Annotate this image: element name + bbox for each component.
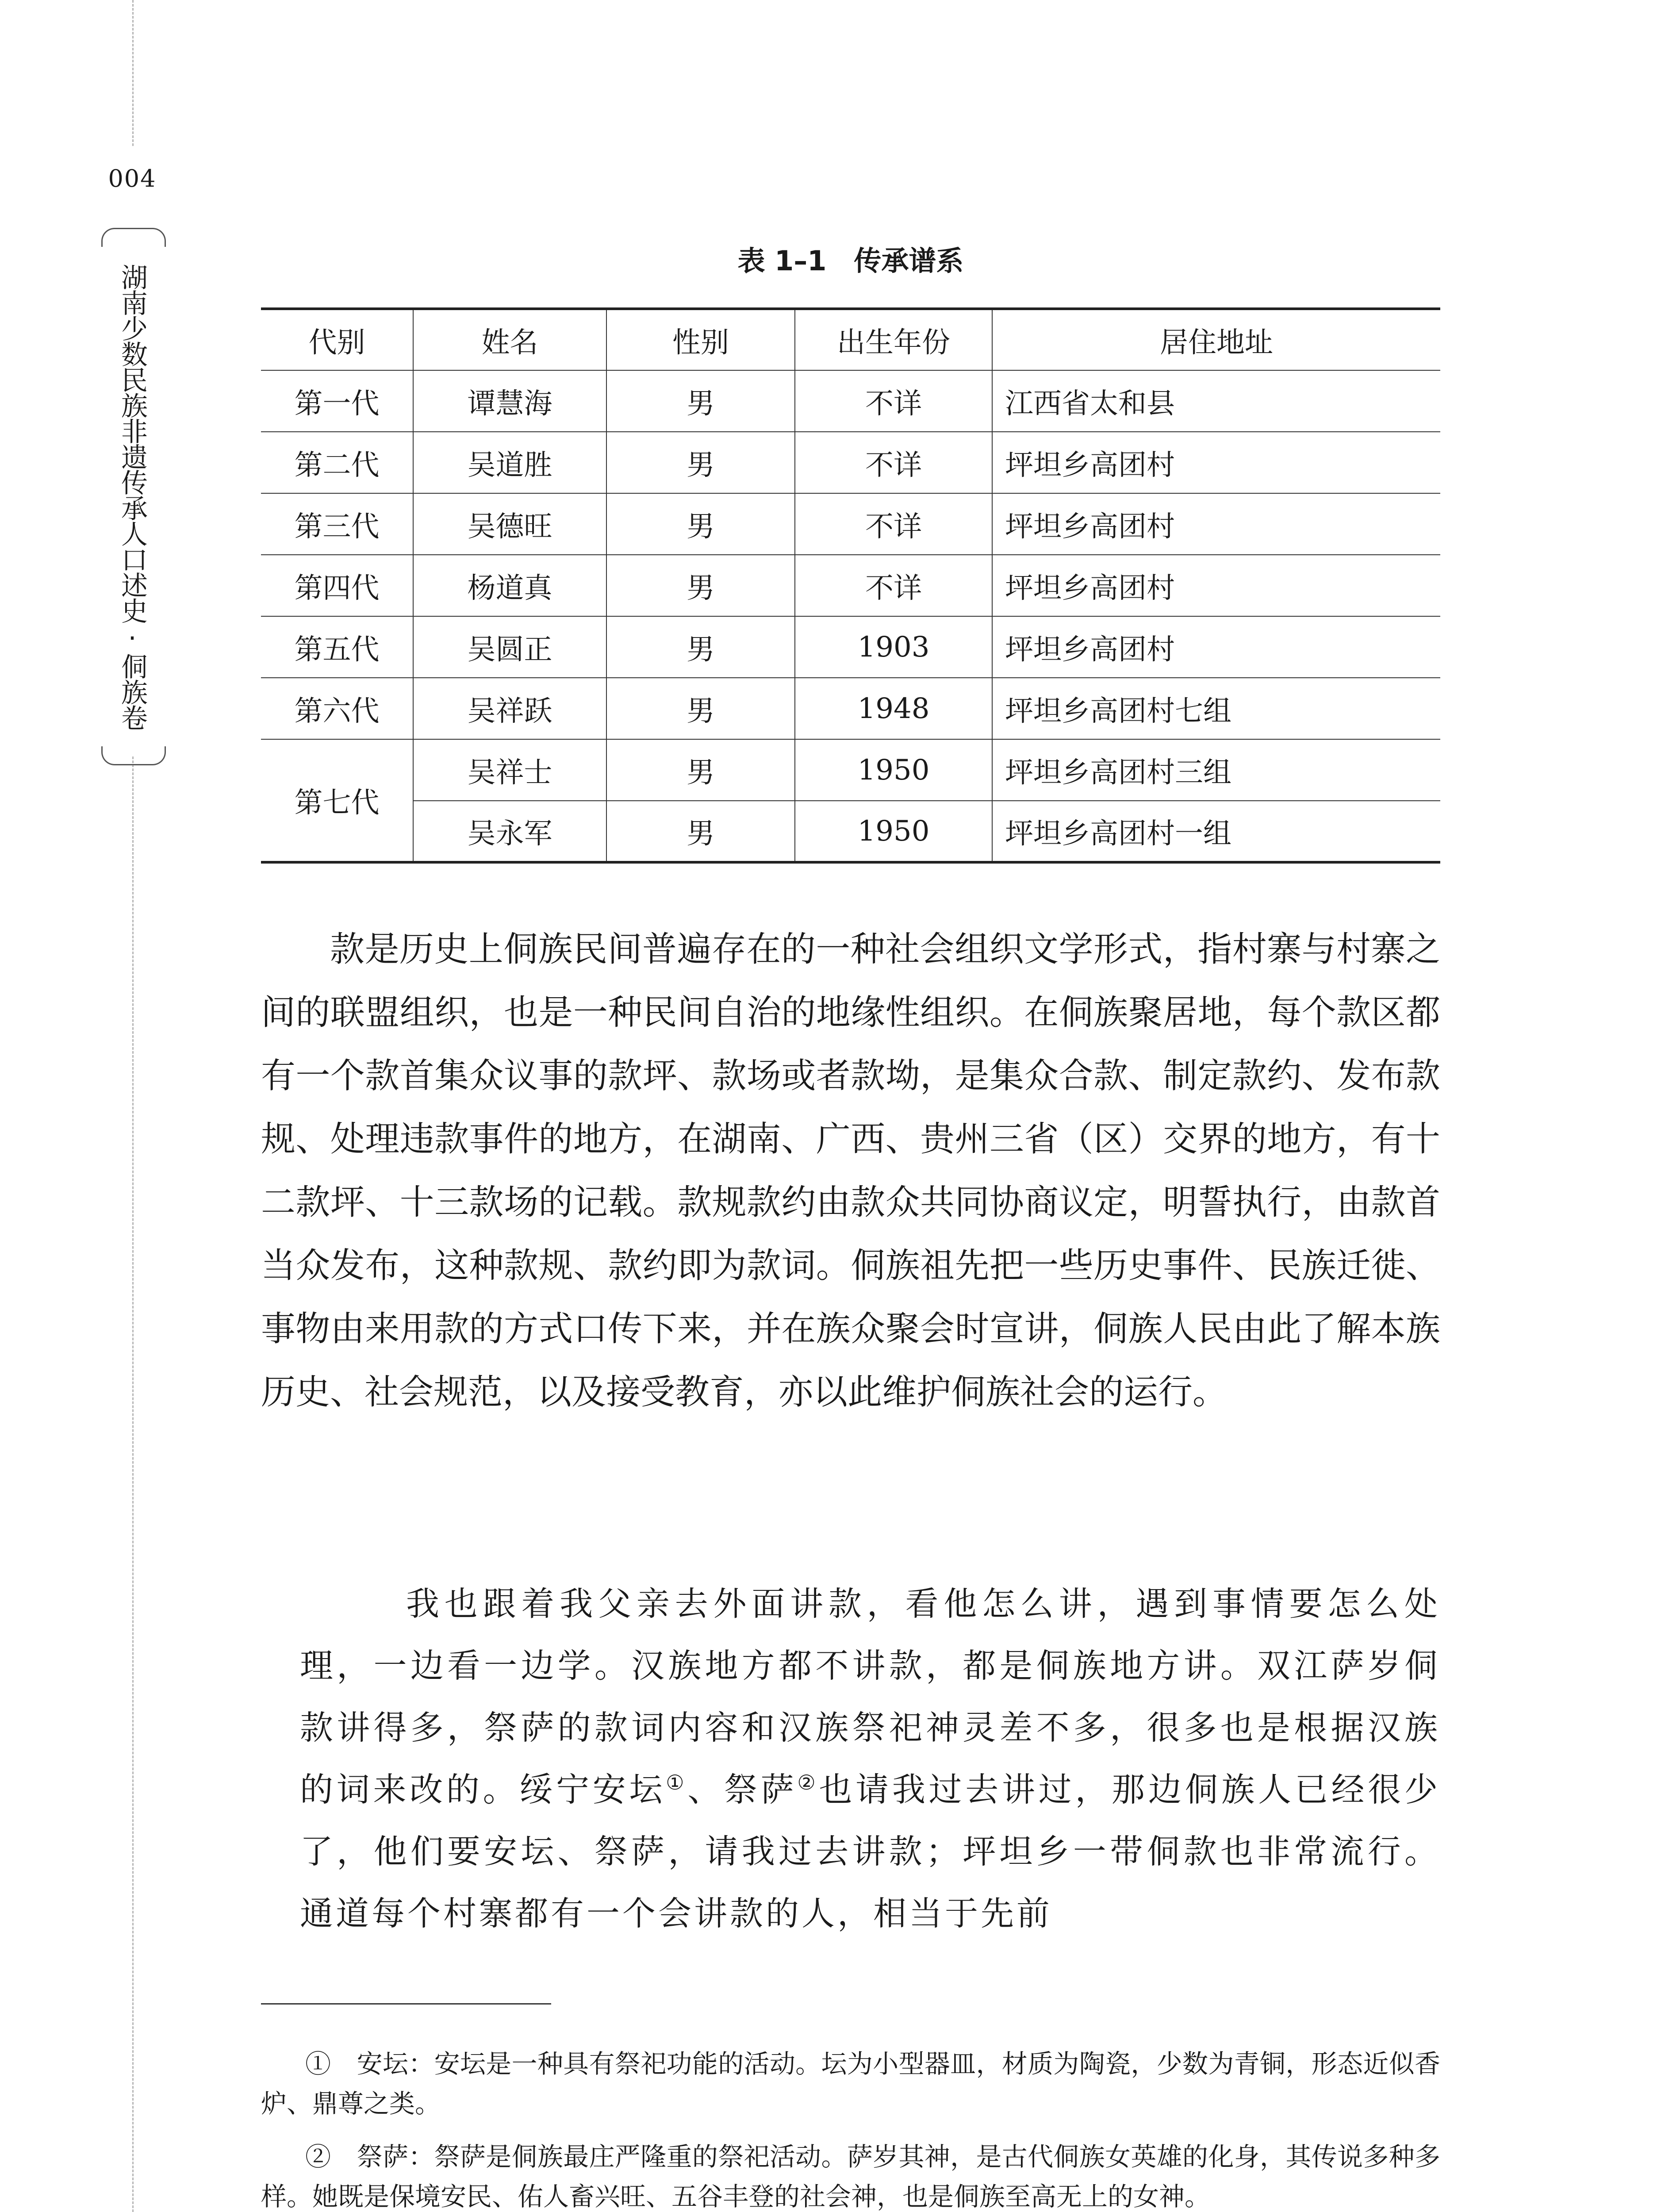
lineage-table <box>261 307 1440 864</box>
cell-address: 坪坦乡高团村 <box>992 432 1440 493</box>
quote-text: 、祭萨 <box>687 1770 798 1809</box>
cell-birth-year: 不详 <box>795 493 992 555</box>
cell-generation: 第三代 <box>261 493 413 555</box>
cell-name: 杨道真 <box>413 555 606 616</box>
cell-name: 吴祥跃 <box>413 678 606 739</box>
cell-address: 坪坦乡高团村 <box>992 616 1440 678</box>
cell-sex: 男 <box>606 678 795 739</box>
cell-address: 坪坦乡高团村 <box>992 493 1440 555</box>
footnote-ref-2[interactable]: ② <box>797 1770 819 1794</box>
cell-generation: 第六代 <box>261 678 413 739</box>
table-row <box>261 801 1440 862</box>
header-sex: 性别 <box>606 309 795 370</box>
table-row <box>261 678 1440 739</box>
table-row <box>261 432 1440 493</box>
header-name: 姓名 <box>413 309 606 370</box>
cell-name: 吴祥士 <box>413 739 606 801</box>
table-row <box>261 555 1440 616</box>
cell-sex: 男 <box>606 739 795 801</box>
footnote-text: 祭萨：祭萨是侗族最庄严隆重的祭祀活动。萨岁其神，是古代侗族女英雄的化身，其传说多种多样。她既是保境安民、佑人畜兴旺、五谷丰登的社会神，也是侗族至高无上的女神。 <box>261 2142 1440 2212</box>
cell-address: 坪坦乡高团村三组 <box>992 739 1440 801</box>
cell-sex: 男 <box>606 555 795 616</box>
footnote-marker: ① <box>305 2049 331 2079</box>
cell-generation: 第二代 <box>261 432 413 493</box>
cell-sex: 男 <box>606 616 795 678</box>
footnote-text: 安坛：安坛是一种具有祭祀功能的活动。坛为小型器皿，材质为陶瓷，少数为青铜，形态近似香炉、鼎尊之类。 <box>261 2049 1440 2119</box>
cell-name: 谭慧海 <box>413 370 606 432</box>
running-title <box>92 228 172 765</box>
oral-account-quote <box>300 1573 1440 1944</box>
table-title: 表 1–1 传承谱系 <box>737 245 964 277</box>
cell-sex: 男 <box>606 801 795 862</box>
cell-generation: 第五代 <box>261 616 413 678</box>
cell-name: 吴道胜 <box>413 432 606 493</box>
cell-address: 江西省太和县 <box>992 370 1440 432</box>
cell-birth-year: 1950 <box>795 801 992 862</box>
table-row <box>261 616 1440 678</box>
footnote-1 <box>261 2044 1440 2124</box>
margin-dashed-line-bottom <box>132 757 134 2212</box>
header-address: 居住地址 <box>992 309 1440 370</box>
cell-birth-year: 1950 <box>795 739 992 801</box>
running-title-text: 湖南少数民族非遗传承人口述史·侗族卷 <box>117 263 148 730</box>
margin-dashed-line-top <box>132 0 134 146</box>
table-row <box>261 739 1440 801</box>
table-row <box>261 370 1440 432</box>
cell-address: 坪坦乡高团村七组 <box>992 678 1440 739</box>
cell-birth-year: 1948 <box>795 678 992 739</box>
cell-generation: 第四代 <box>261 555 413 616</box>
running-title-bracket-bottom <box>101 746 166 765</box>
cell-birth-year: 不详 <box>795 432 992 493</box>
cell-birth-year: 不详 <box>795 370 992 432</box>
body-paragraph: 款是历史上侗族民间普遍存在的一种社会组织文学形式，指村寨与村寨之间的联盟组织，也是一种民间自治的地缘性组织。在侗族聚居地，每个款区都有一个款首集众议事的款坪、款场或者款坳，是集众合款、制定款约、发布款规、处理违款事件的地方，在湖南、广西、贵州三省（区）交界的地方，有十二款坪、十三款场的记载。款规款约由款众共同协商议定，明誓执行，由款首当众发布，这种款规、款约即为款词。侗族祖先把一些历史事件、民族迁徙、事物由来用款的方式口传下来，并在族众聚会时宣讲，侗族人民由此了解本族历史、社会规范，以及接受教育，亦以此维护侗族社会的运行。 <box>261 929 1440 1412</box>
cell-address: 坪坦乡高团村一组 <box>992 801 1440 862</box>
quote-text: 我也跟着我父亲去外面讲款，看他怎么讲，遇到事情要怎么处理，一边看一边学。汉族地方都不讲款，都是侗族地方讲。双江萨岁侗款讲得多，祭萨的款词内容和汉族祭祀神灵差不多，很多也是根据汉族的词来改的。绥宁安坛 <box>300 1584 1440 1809</box>
cell-sex: 男 <box>606 493 795 555</box>
cell-sex: 男 <box>606 370 795 432</box>
footnote-separator <box>261 2003 551 2005</box>
footnote-ref-1[interactable]: ① <box>666 1770 688 1794</box>
running-title-bracket-top <box>101 228 166 247</box>
cell-name: 吴永军 <box>413 801 606 862</box>
header-generation: 代别 <box>261 309 413 370</box>
cell-sex: 男 <box>606 432 795 493</box>
cell-name: 吴德旺 <box>413 493 606 555</box>
cell-birth-year: 1903 <box>795 616 992 678</box>
quote-text: 也请我过去讲过，那边侗族人已经很少了，他们要安坛、祭萨，请我过去讲款；坪坦乡一带侗款也非常流行。通道每个村寨都有一个会讲款的人，相当于先前 <box>300 1770 1440 1933</box>
page-number: 004 <box>108 165 157 192</box>
cell-address: 坪坦乡高团村 <box>992 555 1440 616</box>
table-row <box>261 493 1440 555</box>
table-header-row <box>261 309 1440 370</box>
cell-generation-merged: 第七代 <box>261 739 413 862</box>
footnote-2 <box>261 2137 1440 2212</box>
cell-birth-year: 不详 <box>795 555 992 616</box>
cell-name: 吴圆正 <box>413 616 606 678</box>
footnote-marker: ② <box>305 2142 331 2172</box>
header-birth-year: 出生年份 <box>795 309 992 370</box>
cell-generation: 第一代 <box>261 370 413 432</box>
